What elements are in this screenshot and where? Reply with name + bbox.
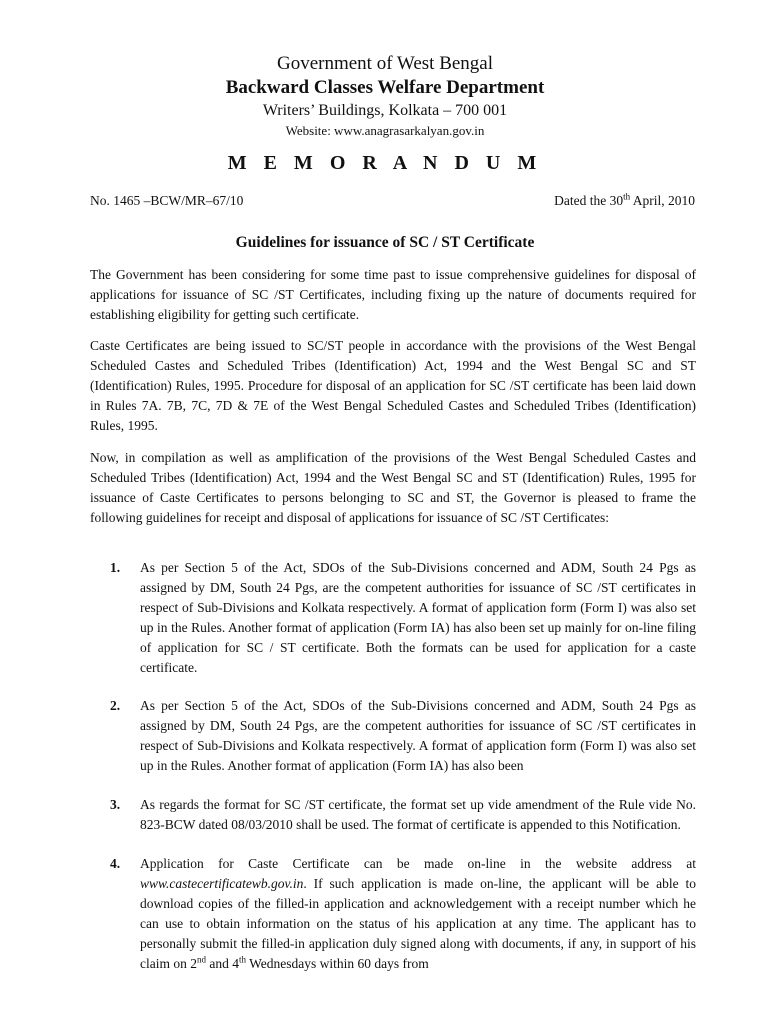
letterhead bbox=[0, 52, 770, 140]
paragraph-intro: The Government has been considering for some time past to issue comprehensive guidelines for disposal of applications for issuance of SC /ST Certificates, including fixing up the nature of documents required for establishing eligibility for getting such certificate. bbox=[90, 267, 696, 322]
list-text: Application for Caste Certificate can be made on-line in the website address at www.castecertificatewb.gov.in. If such application is made on-line, the applicant will be able to download copies of the filled-in application and acknowledgement with a receipt number which he can use to obtain information on the status of his application at any time. The applicant has to personally submit the filled-in application duly signed along with documents, if any, in support of his claim on 2nd and 4th Wednesdays within 60 days from bbox=[140, 856, 696, 971]
list-item-2 bbox=[110, 696, 696, 776]
list-item-4 bbox=[110, 854, 696, 974]
list-text: As regards the format for SC /ST certificate, the format set up vide amendment of the Rule vide No. 823-BCW dated 08/03/2010 shall be used. The format of certificate is appended to this Notification. bbox=[140, 797, 696, 832]
department-name: Backward Classes Welfare Department bbox=[225, 77, 545, 98]
website-link: www.castecertificatewb.gov.in bbox=[140, 876, 304, 891]
memo-date: Dated the 30th April, 2010 bbox=[554, 191, 695, 208]
list-number: 1. bbox=[110, 560, 121, 575]
list-item-1 bbox=[110, 558, 696, 678]
government-name: Government of West Bengal bbox=[276, 53, 494, 74]
list-number: 4. bbox=[110, 856, 121, 871]
list-text: As per Section 5 of the Act, SDOs of the Sub-Divisions concerned and ADM, South 24 Pgs as assigned by DM, South 24 Pgs, are the competent authorities for issuance of SC /ST certificates in respect of Sub-Divisions and Kolkata respectively. A format of application form (Form I) was also set up in the Rules. Another format of application (Form IA) has also been set up mainly for on-line filing of application for SC / ST certificate. Both the formats can be used for application for a caste certificate. bbox=[140, 560, 696, 675]
list-item-3 bbox=[110, 795, 696, 835]
office-address: Writers’ Buildings, Kolkata – 700 001 bbox=[262, 102, 508, 119]
memo-number: No. 1465 –BCW/MR–67/10 bbox=[90, 193, 244, 208]
reference-line bbox=[90, 193, 695, 209]
list-number: 3. bbox=[110, 797, 121, 812]
memorandum-title: M E M O R A N D U M bbox=[227, 152, 543, 174]
paragraph-guidelines: Now, in compilation as well as amplification of the provisions of the West Bengal Scheduled Castes and Scheduled Tribes (Identification) Act, 1994 and the West Bengal SC and ST (Identification) Rules, 1995 for issuance of Caste Certificates to persons belonging to SC and ST, the Governor is pleased to frame the following guidelines for receipt and disposal of applications for issuance of SC /ST Certificates: bbox=[90, 450, 696, 525]
subject-heading: Guidelines for issuance of SC / ST Certificate bbox=[235, 234, 535, 251]
list-text: As per Section 5 of the Act, SDOs of the Sub-Divisions concerned and ADM, South 24 Pgs as assigned by DM, South 24 Pgs, are the competent authorities for issuance of SC /ST certificates in respect of Sub-Divisions and Kolkata respectively. A format of application form (Form I) was also set up in the Rules. Another format of application (Form IA) has also been bbox=[140, 698, 696, 773]
paragraph-caste-certificates: Caste Certificates are being issued to SC/ST people in accordance with the provisions of the West Bengal Scheduled Castes and Scheduled Tribes (Identification) Act, 1994 and the West Bengal SC and ST (Identification) Rules, 1995. Procedure for disposal of an application for SC /ST certificate has been laid down in Rules 7A. 7B, 7C, 7D & 7E of the West Bengal Scheduled Castes and Scheduled Tribes (Identification) Rules, 1995. bbox=[90, 338, 696, 433]
website-line: Website: www.anagrasarkalyan.gov.in bbox=[285, 123, 485, 138]
list-number: 2. bbox=[110, 698, 121, 713]
